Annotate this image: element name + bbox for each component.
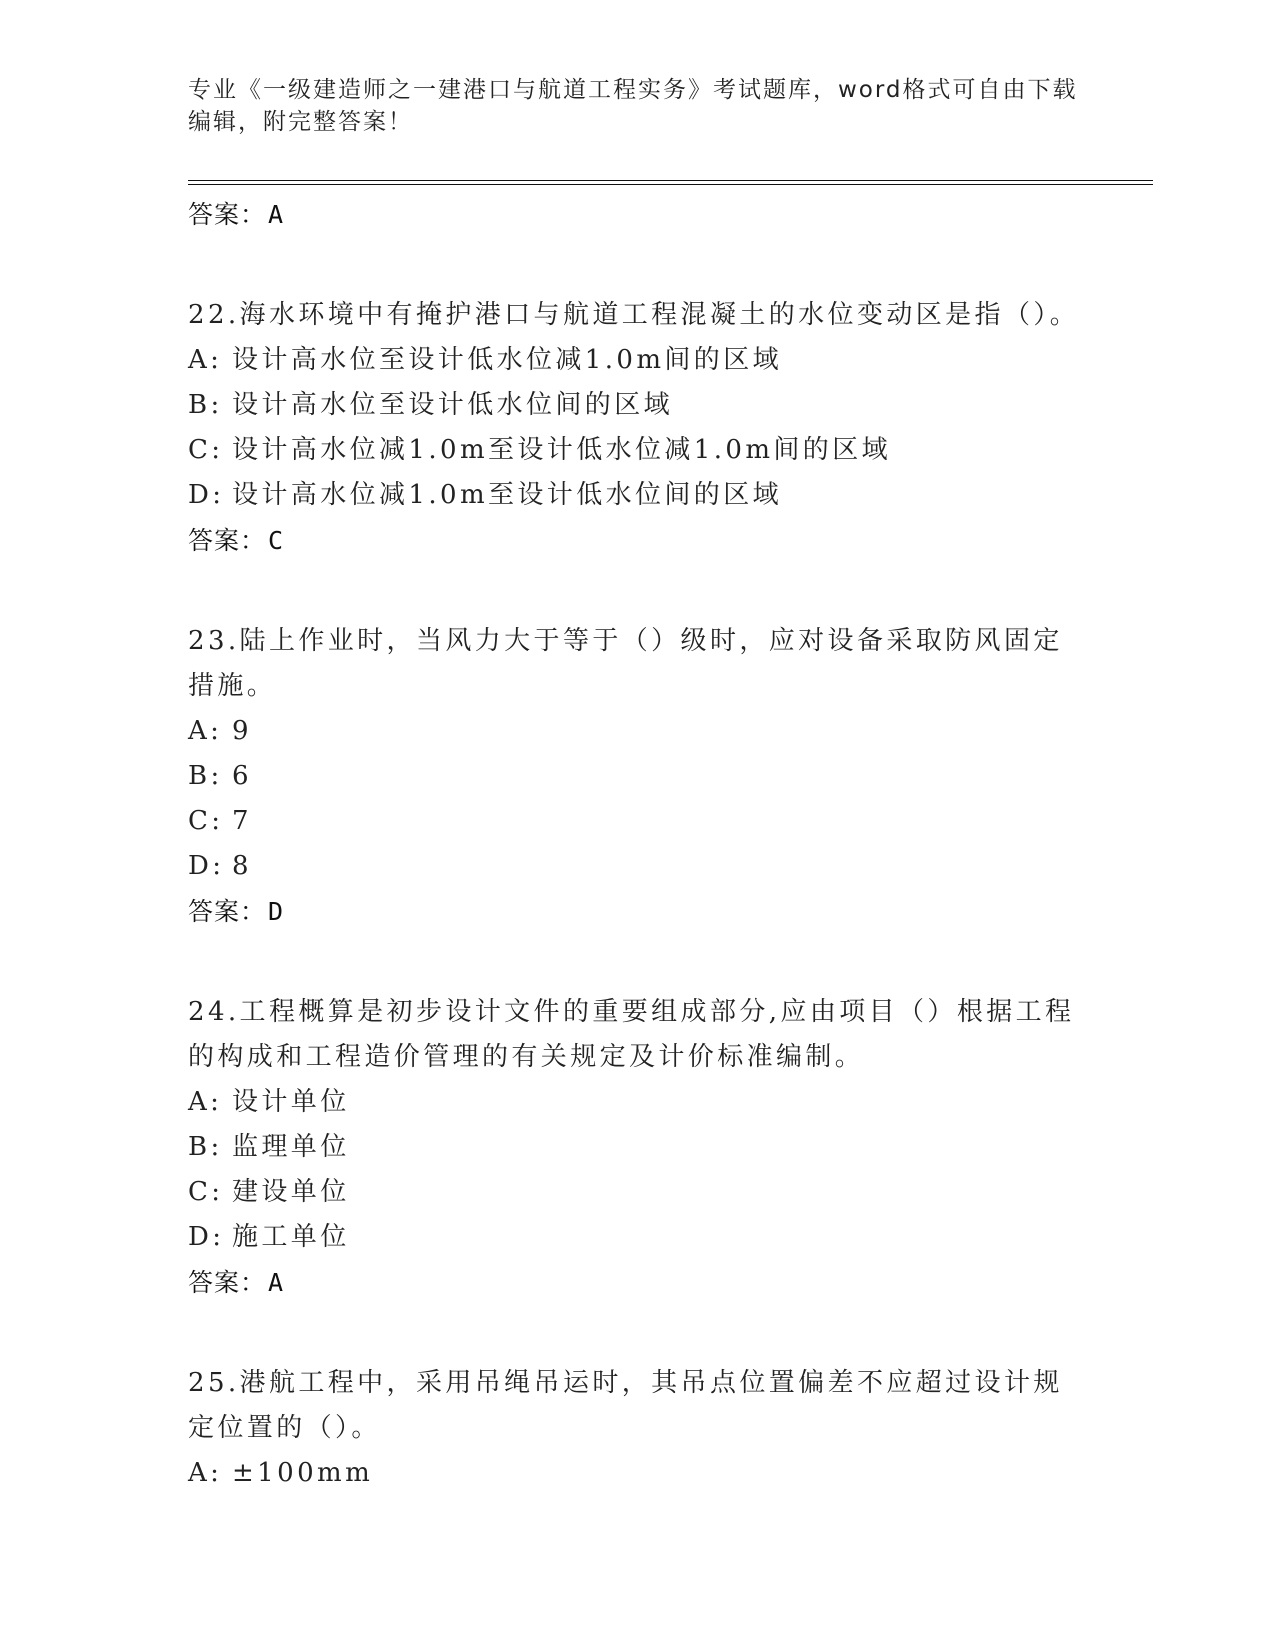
question-22 bbox=[188, 293, 1088, 563]
option-text: ±100mm bbox=[232, 1458, 374, 1488]
question-text: 25.港航工程中，采用吊绳吊运时，其吊点位置偏差不应超过设计规定位置的（）。 bbox=[188, 1368, 1063, 1443]
option-key: A: bbox=[188, 1087, 223, 1117]
header-rule-top bbox=[188, 180, 1153, 181]
answer-label: 答案： bbox=[188, 897, 267, 926]
option-text: 施工单位 bbox=[232, 1222, 350, 1252]
option-b bbox=[188, 383, 1088, 428]
option-key: C: bbox=[188, 435, 224, 465]
question-text: 24.工程概算是初步设计文件的重要组成部分,应由项目（）根据工程的构成和工程造价管理的有关规定及计价标准编制。 bbox=[188, 997, 1075, 1072]
answer-value: A bbox=[268, 200, 285, 229]
answer-label: 答案： bbox=[188, 200, 267, 229]
option-key: B: bbox=[188, 1132, 223, 1162]
option-text: 监理单位 bbox=[232, 1132, 350, 1162]
option-a bbox=[188, 1080, 1088, 1125]
question-24 bbox=[188, 990, 1088, 1305]
option-a bbox=[188, 338, 1088, 383]
answer-label: 答案： bbox=[188, 526, 267, 555]
option-c bbox=[188, 428, 1088, 473]
option-key: B: bbox=[188, 761, 223, 791]
option-b bbox=[188, 1125, 1088, 1170]
header-rule-bottom bbox=[188, 184, 1153, 185]
option-c bbox=[188, 799, 1088, 844]
question-list bbox=[188, 192, 1088, 1496]
answer-line bbox=[188, 889, 1088, 934]
option-d bbox=[188, 844, 1088, 889]
option-key: C: bbox=[188, 1177, 224, 1207]
option-c bbox=[188, 1170, 1088, 1215]
option-key: D: bbox=[188, 480, 225, 510]
answer-value: C bbox=[268, 526, 285, 555]
answer-label: 答案： bbox=[188, 1268, 267, 1297]
answer-value: D bbox=[268, 897, 285, 926]
option-key: B: bbox=[188, 390, 223, 420]
option-key: C: bbox=[188, 806, 224, 836]
answer-line bbox=[188, 192, 1088, 237]
answer-value: A bbox=[268, 1268, 285, 1297]
option-text: 设计高水位至设计低水位减1.0m间的区域 bbox=[232, 345, 783, 375]
document-header: 专业《一级建造师之一建港口与航道工程实务》考试题库，word格式可自由下载编辑，附完整答案！ bbox=[188, 77, 1078, 135]
option-text: 设计高水位至设计低水位间的区域 bbox=[232, 390, 674, 420]
option-d bbox=[188, 473, 1088, 518]
option-key: D: bbox=[188, 851, 225, 881]
option-text: 6 bbox=[232, 761, 252, 791]
option-text: 9 bbox=[232, 716, 252, 746]
option-key: A: bbox=[188, 345, 223, 375]
question-text: 23.陆上作业时，当风力大于等于（）级时，应对设备采取防风固定措施。 bbox=[188, 626, 1063, 701]
option-key: A: bbox=[188, 1458, 223, 1488]
answer-line bbox=[188, 1260, 1088, 1305]
option-text: 建设单位 bbox=[232, 1177, 350, 1207]
option-text: 7 bbox=[232, 806, 252, 836]
question-25 bbox=[188, 1361, 1088, 1496]
option-text: 设计单位 bbox=[232, 1087, 350, 1117]
option-text: 8 bbox=[232, 851, 252, 881]
question-23 bbox=[188, 619, 1088, 934]
option-key: D: bbox=[188, 1222, 225, 1252]
option-key: A: bbox=[188, 716, 223, 746]
option-a bbox=[188, 1451, 1088, 1496]
answer-line bbox=[188, 518, 1088, 563]
option-text: 设计高水位减1.0m至设计低水位减1.0m间的区域 bbox=[232, 435, 892, 465]
option-d bbox=[188, 1215, 1088, 1260]
option-b bbox=[188, 754, 1088, 799]
option-text: 设计高水位减1.0m至设计低水位间的区域 bbox=[232, 480, 783, 510]
option-a bbox=[188, 709, 1088, 754]
question-text: 22.海水环境中有掩护港口与航道工程混凝土的水位变动区是指（）。 bbox=[188, 300, 1080, 330]
